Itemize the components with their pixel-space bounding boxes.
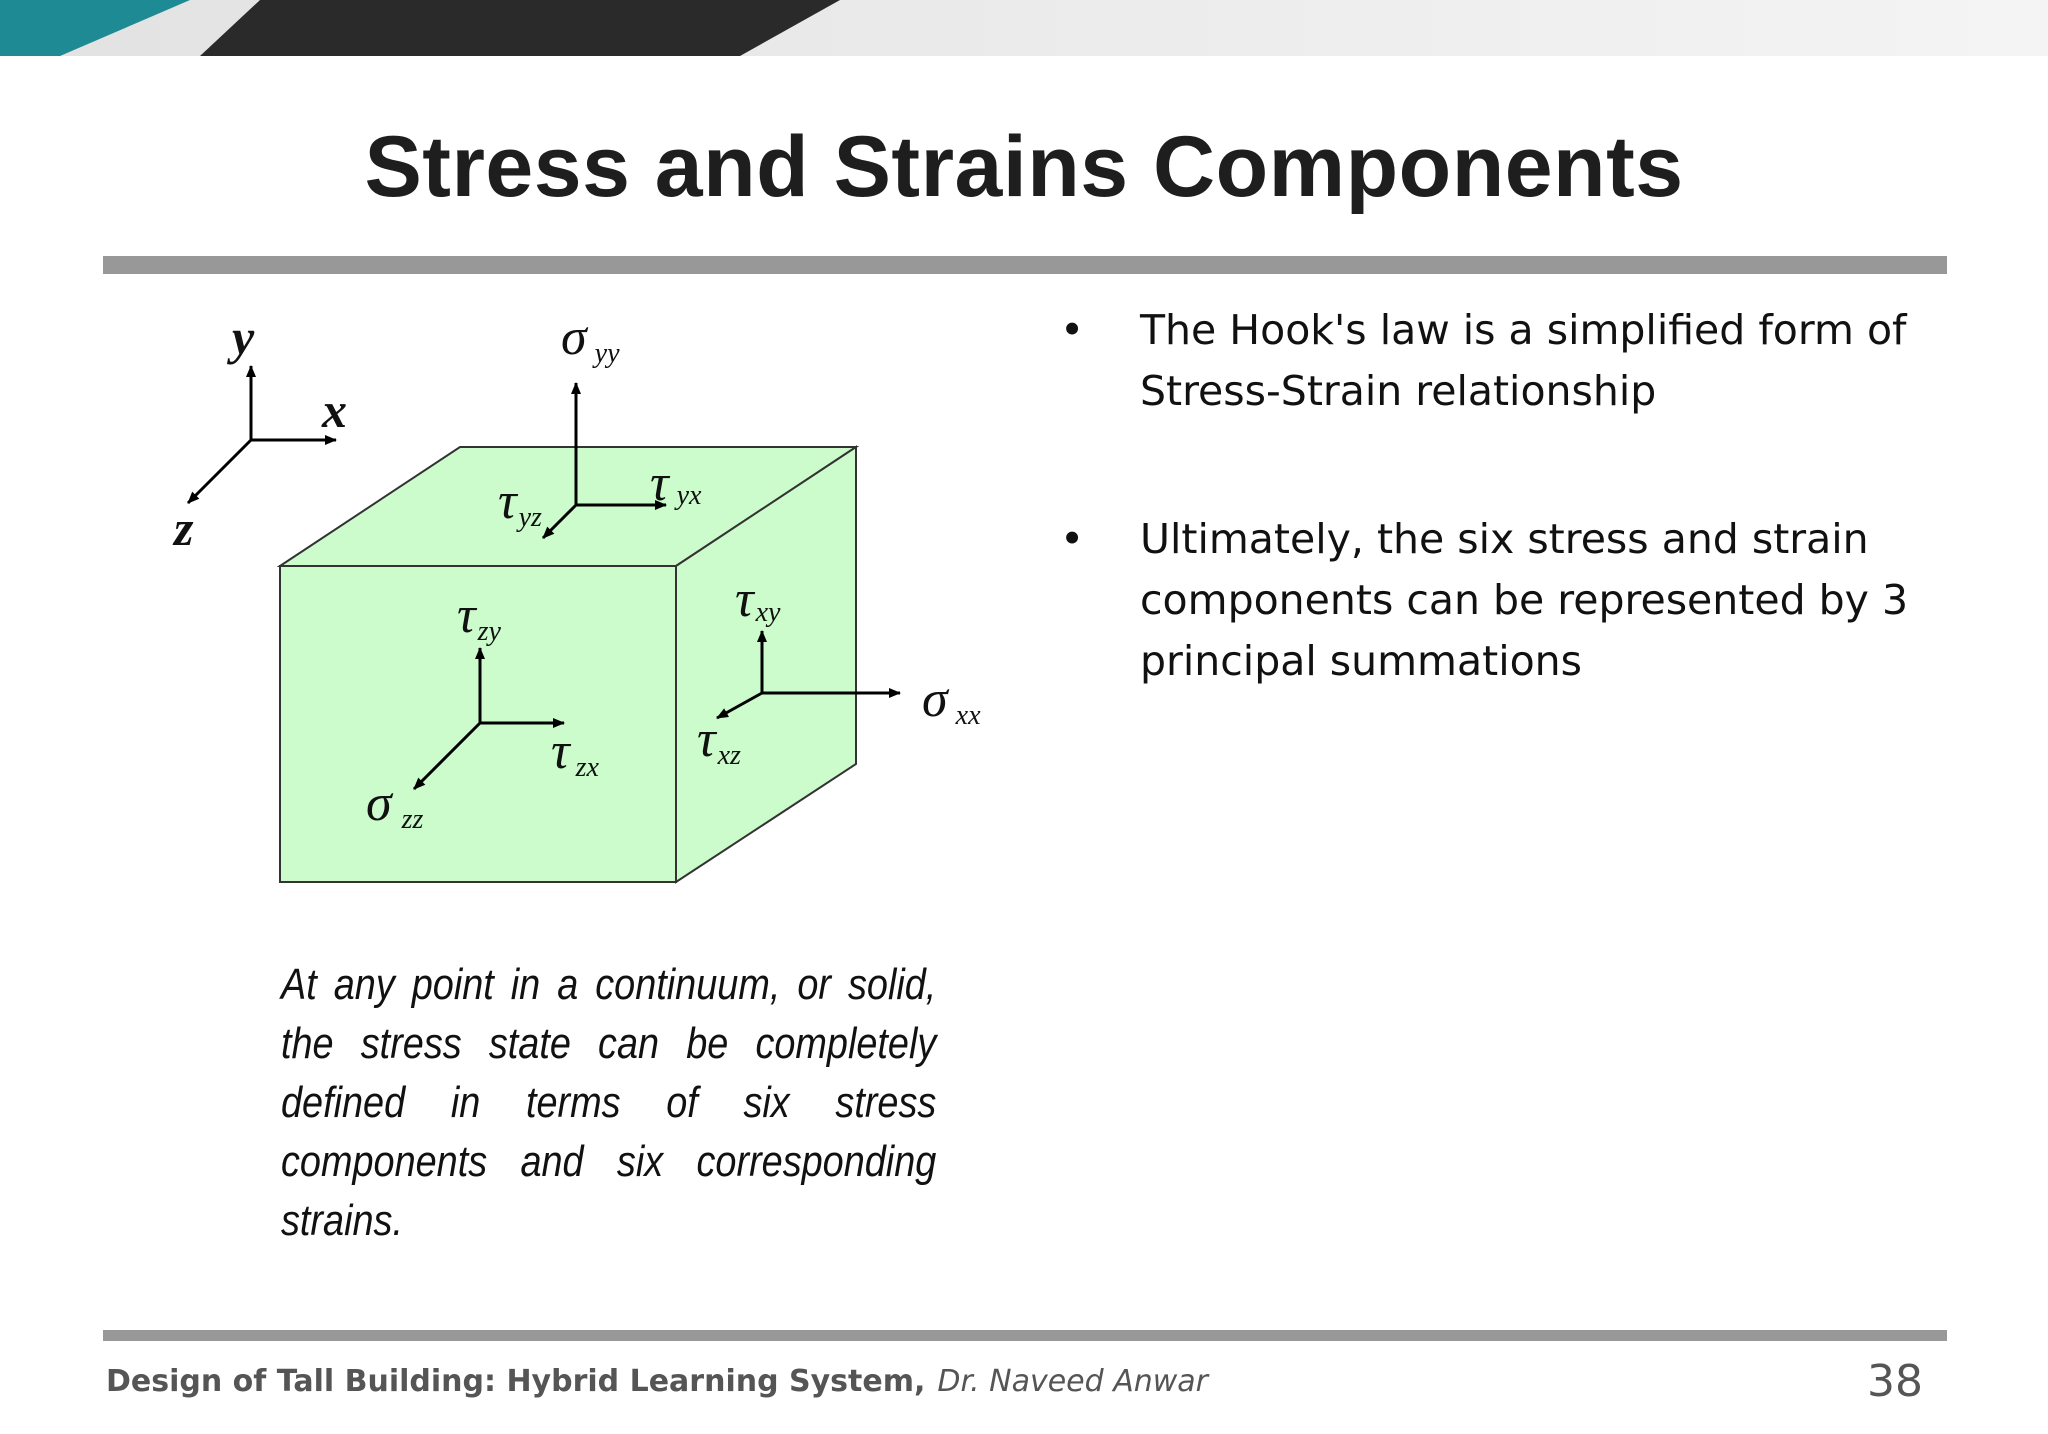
footer-credits	[106, 1364, 1208, 1399]
footer-divider	[103, 1330, 1947, 1341]
coordinate-axes	[172, 309, 347, 556]
bullet-item	[1060, 509, 1940, 692]
stress-cube-diagram	[0, 0, 1100, 940]
slide-title: Stress and Strains Components	[364, 119, 1684, 215]
tau-xz-label: τxz	[697, 711, 741, 771]
tau-zx-label: τzx	[551, 723, 599, 783]
sigma-xx-label: σxx	[922, 671, 981, 731]
axis-x-label: x	[322, 382, 347, 438]
bullet-text: The Hook's law is a simplified form of Stress-Strain relationship	[1140, 306, 1907, 415]
bullet-item	[1060, 300, 1940, 422]
footer-course: Design of Tall Building: Hybrid Learning System,	[106, 1364, 926, 1399]
footer-author: Dr. Naveed Anwar	[937, 1364, 1208, 1399]
sigma-yy-label: σyy	[561, 309, 620, 369]
tau-zy-label: τzy	[457, 587, 501, 647]
bullet-list	[1060, 300, 1940, 779]
bullet-marker: •	[1060, 515, 1085, 563]
axis-y-label: y	[232, 309, 255, 365]
tau-xy-label: τxy	[735, 571, 781, 628]
tau-yx-label: τyx	[650, 455, 702, 512]
sigma-zz-label: σzz	[366, 775, 424, 835]
diagram-caption: At any point in a continuum, or solid, the stress state can be completely defined in terms of six stress components and six corresponding strains.	[281, 960, 937, 1245]
bullet-text: Ultimately, the six stress and strain components can be represented by 3 principal summations	[1140, 515, 1909, 685]
bullet-marker: •	[1060, 306, 1085, 354]
axis-z-label: z	[174, 500, 194, 556]
page-number: 38	[1867, 1356, 1923, 1407]
tau-yz-label: τyz	[498, 473, 542, 533]
